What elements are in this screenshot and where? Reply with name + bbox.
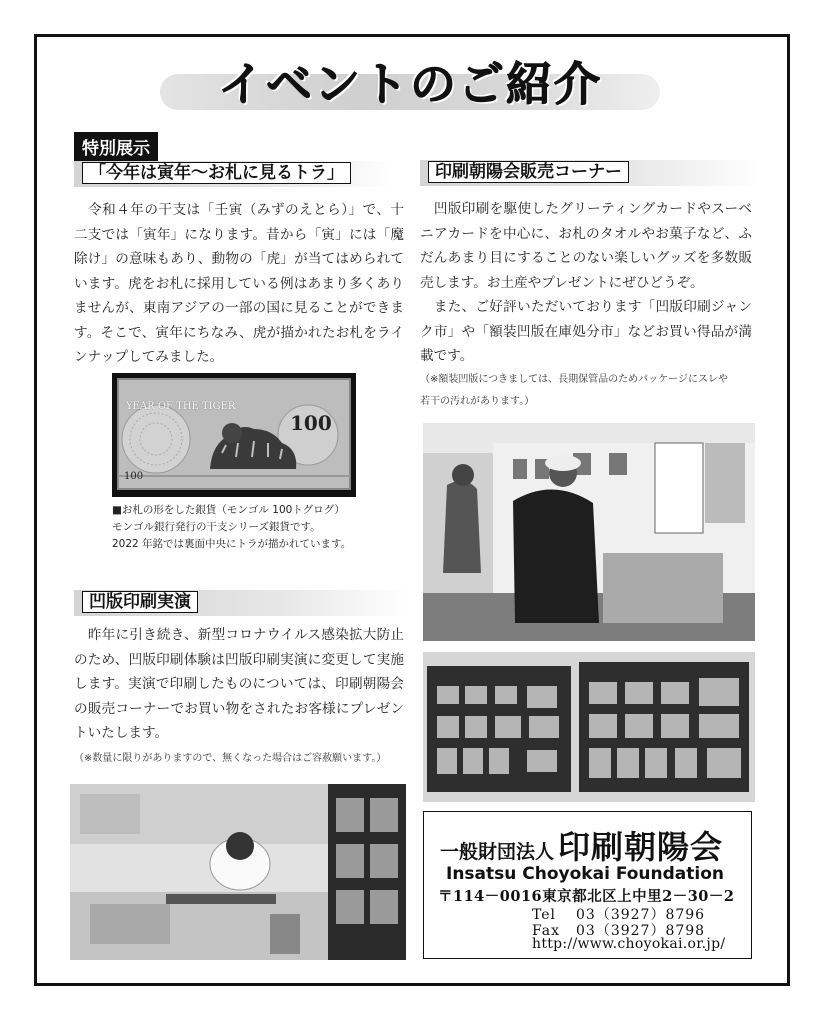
- intaglio-demo-note: （※数量に限りがありますので、無くなった場合はご容赦願います。）: [74, 753, 387, 764]
- special-exhibit-heading-bar: [74, 161, 394, 187]
- banknote-image: [112, 373, 356, 497]
- sales-corner-heading-bar: [420, 160, 760, 186]
- intaglio-demo-body: 昨年に引き続き、新型コロナウイルス感染拡大防止のため、凹版印刷体験は凹版印刷実演に変更して実施します。実演で印刷したものについては、印刷朝陽会の販売コーナーでお買い物をされたお客様にプレゼントいたします。: [74, 627, 404, 741]
- banknote-caption-line3: 2022 年銘では裏面中央にトラが描かれています。: [112, 538, 352, 550]
- banknote-caption-line2: モンゴル銀行発行の干支シリーズ銀貨です。: [112, 521, 321, 533]
- page-title: イベントのご紹介: [218, 57, 602, 111]
- page-title-banner: [150, 44, 670, 118]
- banknote-small-denomination: 100: [124, 471, 144, 482]
- special-exhibit-label: 特別展示: [74, 132, 158, 161]
- special-exhibit-body: 令和４年の干支は「壬寅（みずのえとら）」で、十二支では「寅年」になります。昔から「寅」には「魔除け」の意味もあり、動物の「虎」が当てはめられています。虎をお札に採用している例はあまり多くありませんが、東南アジアの一部の国に見ることができます。そこで、寅年にちなみ、虎が描かれたお札をラインナップしてみました。: [74, 202, 404, 365]
- tel-label: Tel: [532, 907, 557, 923]
- greeting-card-display-photo: [423, 652, 755, 802]
- banknote-caption-line1: ■お札の形をした銀貨（モンゴル 100トグログ）: [112, 504, 345, 516]
- printing-demo-photo: [70, 784, 406, 960]
- banknote-denomination: 100: [290, 411, 332, 435]
- organization-prefix: 一般財団法人: [440, 841, 555, 863]
- special-exhibit-heading: 「今年は寅年～お札に見るトラ」: [82, 162, 351, 184]
- sales-corner-body1: 凹版印刷を駆使したグリーティングカードやスーベニアカードを中心に、お札のタオルやお菓子など、ふだんあまり目にすることのない楽しいグッズを多数販売します。お土産やプレゼントにぜひどうぞ。: [420, 201, 752, 291]
- organization-address: 〒114－0016東京都北区上中里2－30－2: [438, 888, 735, 905]
- intaglio-demo-heading: 凹版印刷実演: [82, 591, 198, 613]
- organization-name: 印刷朝陽会: [558, 828, 724, 866]
- fax-label: Fax: [532, 923, 561, 939]
- sales-booth-photo: [423, 423, 755, 641]
- organization-url[interactable]: http://www.choyokai.or.jp/: [532, 936, 726, 952]
- sales-corner-body2: また、ご好評いただいております「凹版印刷ジャンク市」や「額装凹版在庫処分市」などお買い得品が満載です。: [420, 299, 752, 364]
- tel-number: 03（3927）8796: [576, 907, 706, 923]
- sales-corner-note-line2: 若干の汚れがあります。）: [420, 396, 535, 407]
- organization-box: [423, 811, 752, 959]
- fax-number: 03（3927）8798: [576, 923, 706, 939]
- organization-name-line: [440, 822, 723, 868]
- banknote-legend: YEAR OF THE TIGER: [126, 401, 236, 412]
- sales-corner-heading: 印刷朝陽会販売コーナー: [428, 161, 629, 183]
- sales-corner-note-line1: （※額装凹版につきましては、長期保管品のためパッケージにスレや: [420, 374, 728, 385]
- organization-name-en: Insatsu Choyokai Foundation: [446, 864, 725, 884]
- intaglio-demo-heading-bar: [74, 590, 410, 616]
